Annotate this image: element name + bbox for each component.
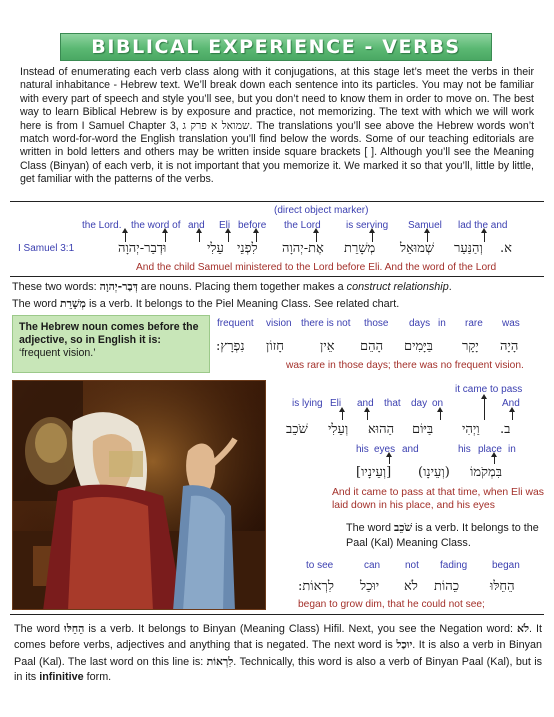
gloss: there is not <box>301 318 351 329</box>
note-italic: construct relationship <box>346 281 449 293</box>
gloss: Eli <box>219 220 231 231</box>
gloss: frequent <box>217 318 254 329</box>
bottom-text: is a verb. It belongs to Binyan (Meaning Class) Hifil. Next, you see the Negation word: <box>84 623 518 635</box>
gloss: And <box>502 398 520 409</box>
gloss: day <box>411 398 428 409</box>
hebrew-word: נִפְרָץ: <box>216 339 245 354</box>
gloss: in <box>438 318 446 329</box>
gloss: Eli <box>330 398 342 409</box>
note-hebrew: שֹׁכֵב <box>394 521 413 534</box>
hebrew-word: חָזוֹן <box>266 339 284 354</box>
hebrew-word: (וְעֵינָו) <box>418 465 450 480</box>
gloss: not <box>405 560 419 571</box>
arrow-icon <box>484 232 485 242</box>
hebrew-word: הַהוּא <box>368 422 395 437</box>
gloss: that <box>384 398 401 409</box>
bottom-text: The word <box>14 623 64 635</box>
gloss: is serving <box>346 220 389 231</box>
hebrew-word: בַּיָּמִים <box>404 339 433 354</box>
hebrew-word: ב. <box>500 422 511 437</box>
bottom-hebrew: לִרְאוֹת <box>206 654 234 668</box>
gloss: in <box>508 444 516 455</box>
arrow-icon <box>367 411 368 420</box>
gloss: those <box>364 318 389 329</box>
gloss: began <box>492 560 520 571</box>
gloss: was <box>502 318 520 329</box>
gloss: the Lord. <box>82 220 122 231</box>
arrow-icon <box>389 456 390 464</box>
note-text: The word <box>12 298 61 310</box>
hebrew-word: הָיָה <box>500 339 519 354</box>
gloss: on <box>432 398 444 409</box>
gloss: Samuel <box>408 220 442 231</box>
note-hebrew: דְּבַר-יְהוָה <box>99 280 138 293</box>
arrow-icon <box>440 411 441 420</box>
gloss: his <box>356 444 369 455</box>
hebrew-word: לֹא <box>404 579 418 594</box>
arrow-icon <box>342 411 343 420</box>
hebrew-word: א. <box>500 241 512 256</box>
hebrew-word: בִּמְקֹמוֹ <box>470 465 502 480</box>
arrow-icon <box>199 232 200 242</box>
gloss: the Lord <box>284 220 321 231</box>
gloss: place <box>478 444 502 455</box>
note-verb-piel <box>12 297 542 311</box>
hebrew-word: אֶת-יְהוָה <box>282 241 324 256</box>
arrow-icon <box>484 398 485 420</box>
note-text: is a verb. It belongs to the Paal (Kal) Meaning Class. <box>346 522 539 549</box>
note-nouns <box>12 280 542 294</box>
note-text: The word <box>346 522 395 534</box>
page-banner <box>60 33 492 61</box>
hebrew-word: לִפְנֵי <box>237 241 258 256</box>
bottom-text: form. <box>83 671 112 684</box>
gloss: and <box>357 398 374 409</box>
intro-text-2: . The translations you’ll see above the Hebrew words won’t match word-for-word the English translation you’ll find below the words. Some of our teaching editorials are written in bold letters and others may be written inside square brackets [ ]. Although you’ll see the Meaning Class (Binyan) of each verb, it is not important that you memorize it. We marked it so that you’ll, little by little, get familiar with the patterns of the verbs. <box>20 119 535 186</box>
hebrew-word: לִרְאוֹת: <box>298 579 334 594</box>
divider-top <box>10 201 544 202</box>
hebrew-word: כֵהוֹת <box>434 579 460 594</box>
painting-eli-and-samuel <box>12 380 266 610</box>
note-text: These two words: <box>12 281 100 293</box>
gloss: it came to pass <box>455 384 523 395</box>
verse-4-translation: began to grow dim, that he could not see; <box>298 599 485 610</box>
hebrew-word: מְשָׁרֵת <box>344 241 376 256</box>
gloss: fading <box>440 560 468 571</box>
bottom-hebrew: יוּכַל <box>396 638 413 652</box>
intro-hebrew-ref: שמואל א פרק ג <box>182 119 250 132</box>
hebrew-word: עֵלִי <box>207 241 224 256</box>
gloss: is lying <box>292 398 323 409</box>
hebrew-word: [וְעֵינָיו] <box>356 465 392 480</box>
bottom-bold: infinitive <box>39 671 84 684</box>
verse-2-translation: was rare in those days; there was no frequent vision. <box>286 360 524 371</box>
hebrew-word: וְהַנַּעַר <box>454 241 483 256</box>
gloss: the word of <box>131 220 181 231</box>
note-hebrew: מְשָׁרֵת <box>60 297 86 310</box>
intro-paragraph <box>20 66 534 187</box>
verse-1-translation: And the child Samuel ministered to the Lord before Eli. And the word of the Lord <box>136 262 497 273</box>
arrow-icon <box>228 232 229 242</box>
hebrew-word: בַּיּוֹם <box>412 422 434 437</box>
note-bold: The Hebrew noun comes before the adjective, so in English it is: <box>19 321 199 346</box>
hebrew-word: וּדְבַר-יְהוָה <box>118 241 167 256</box>
gloss: lad the and <box>458 220 508 231</box>
painting-icon <box>13 381 266 610</box>
gloss: vision <box>266 318 292 329</box>
bottom-text: . Technically, this word is also a verb of Binyan Paal (Kal), but is in its <box>14 655 542 684</box>
gloss: before <box>238 220 267 231</box>
verse-3-translation: And it came to pass at that time, when Eli was laid down in his place, and his eyes <box>332 487 544 512</box>
bottom-text: . It comes before verbs, adjectives and anything that is negated. The next word is <box>14 623 542 652</box>
hebrew-word: שֹׁכֵב <box>286 422 308 437</box>
gloss-direct-object-marker: (direct object marker) <box>274 205 369 216</box>
hebrew-word: שְׁמוּאֵל <box>400 241 435 256</box>
note-text: . <box>448 281 452 293</box>
hebrew-word: וְעֵלִי <box>328 422 349 437</box>
hebrew-word: וַיְהִי <box>462 422 480 437</box>
arrow-icon <box>512 411 513 420</box>
page-title: BIBLICAL EXPERIENCE - VERBS <box>91 36 461 58</box>
hebrew-word: אֵין <box>320 339 335 354</box>
hebrew-word: יָקָר <box>462 339 479 354</box>
gloss: rare <box>465 318 483 329</box>
intro-text-1: Instead of enumerating each verb class along with it conjugations, at this stage let’s meet the verbs in their natural inhabitance - Hebrew text. We’ll break down each sentence into its particles. You may not be familiar with every part of speech and style you’ll see, but you don’t need to know them in order to move on. The best way to learn Biblical Hebrew is by exposure and practice, not memorizing. The text with which we will work here is from I Samuel Chapter 3, <box>20 66 534 132</box>
bottom-hebrew: הֵחֵלּוּ <box>63 622 85 635</box>
hebrew-word: יוּכַל <box>360 579 380 594</box>
note-text: is a verb. It belongs to the Piel Meaning Class. See related chart. <box>85 298 400 310</box>
gloss: his <box>458 444 471 455</box>
arrow-icon <box>494 456 495 464</box>
gloss: eyes <box>374 444 396 455</box>
gloss: to see <box>306 560 334 571</box>
verse-reference: I Samuel 3:1 <box>18 243 75 254</box>
bottom-paragraph <box>14 621 542 686</box>
gloss: days <box>409 318 431 329</box>
divider-mid <box>10 276 544 277</box>
adjective-note-box <box>12 315 210 373</box>
note-text: ‘frequent vision.’ <box>19 347 96 359</box>
note-verb-paal <box>346 520 542 551</box>
divider-bottom <box>10 614 544 615</box>
gloss: and <box>402 444 419 455</box>
hebrew-word: הֵחֵלּוּ <box>490 579 515 594</box>
bottom-hebrew: לֹא <box>517 622 530 635</box>
hebrew-word: הָהֵם <box>360 339 384 354</box>
gloss: and <box>188 220 205 231</box>
bottom-text: . It is also a verb in Binyan Paal (Kal). The last word on this line is: <box>14 639 542 668</box>
gloss: can <box>364 560 381 571</box>
note-text: are nouns. Placing them together makes a <box>137 281 347 293</box>
